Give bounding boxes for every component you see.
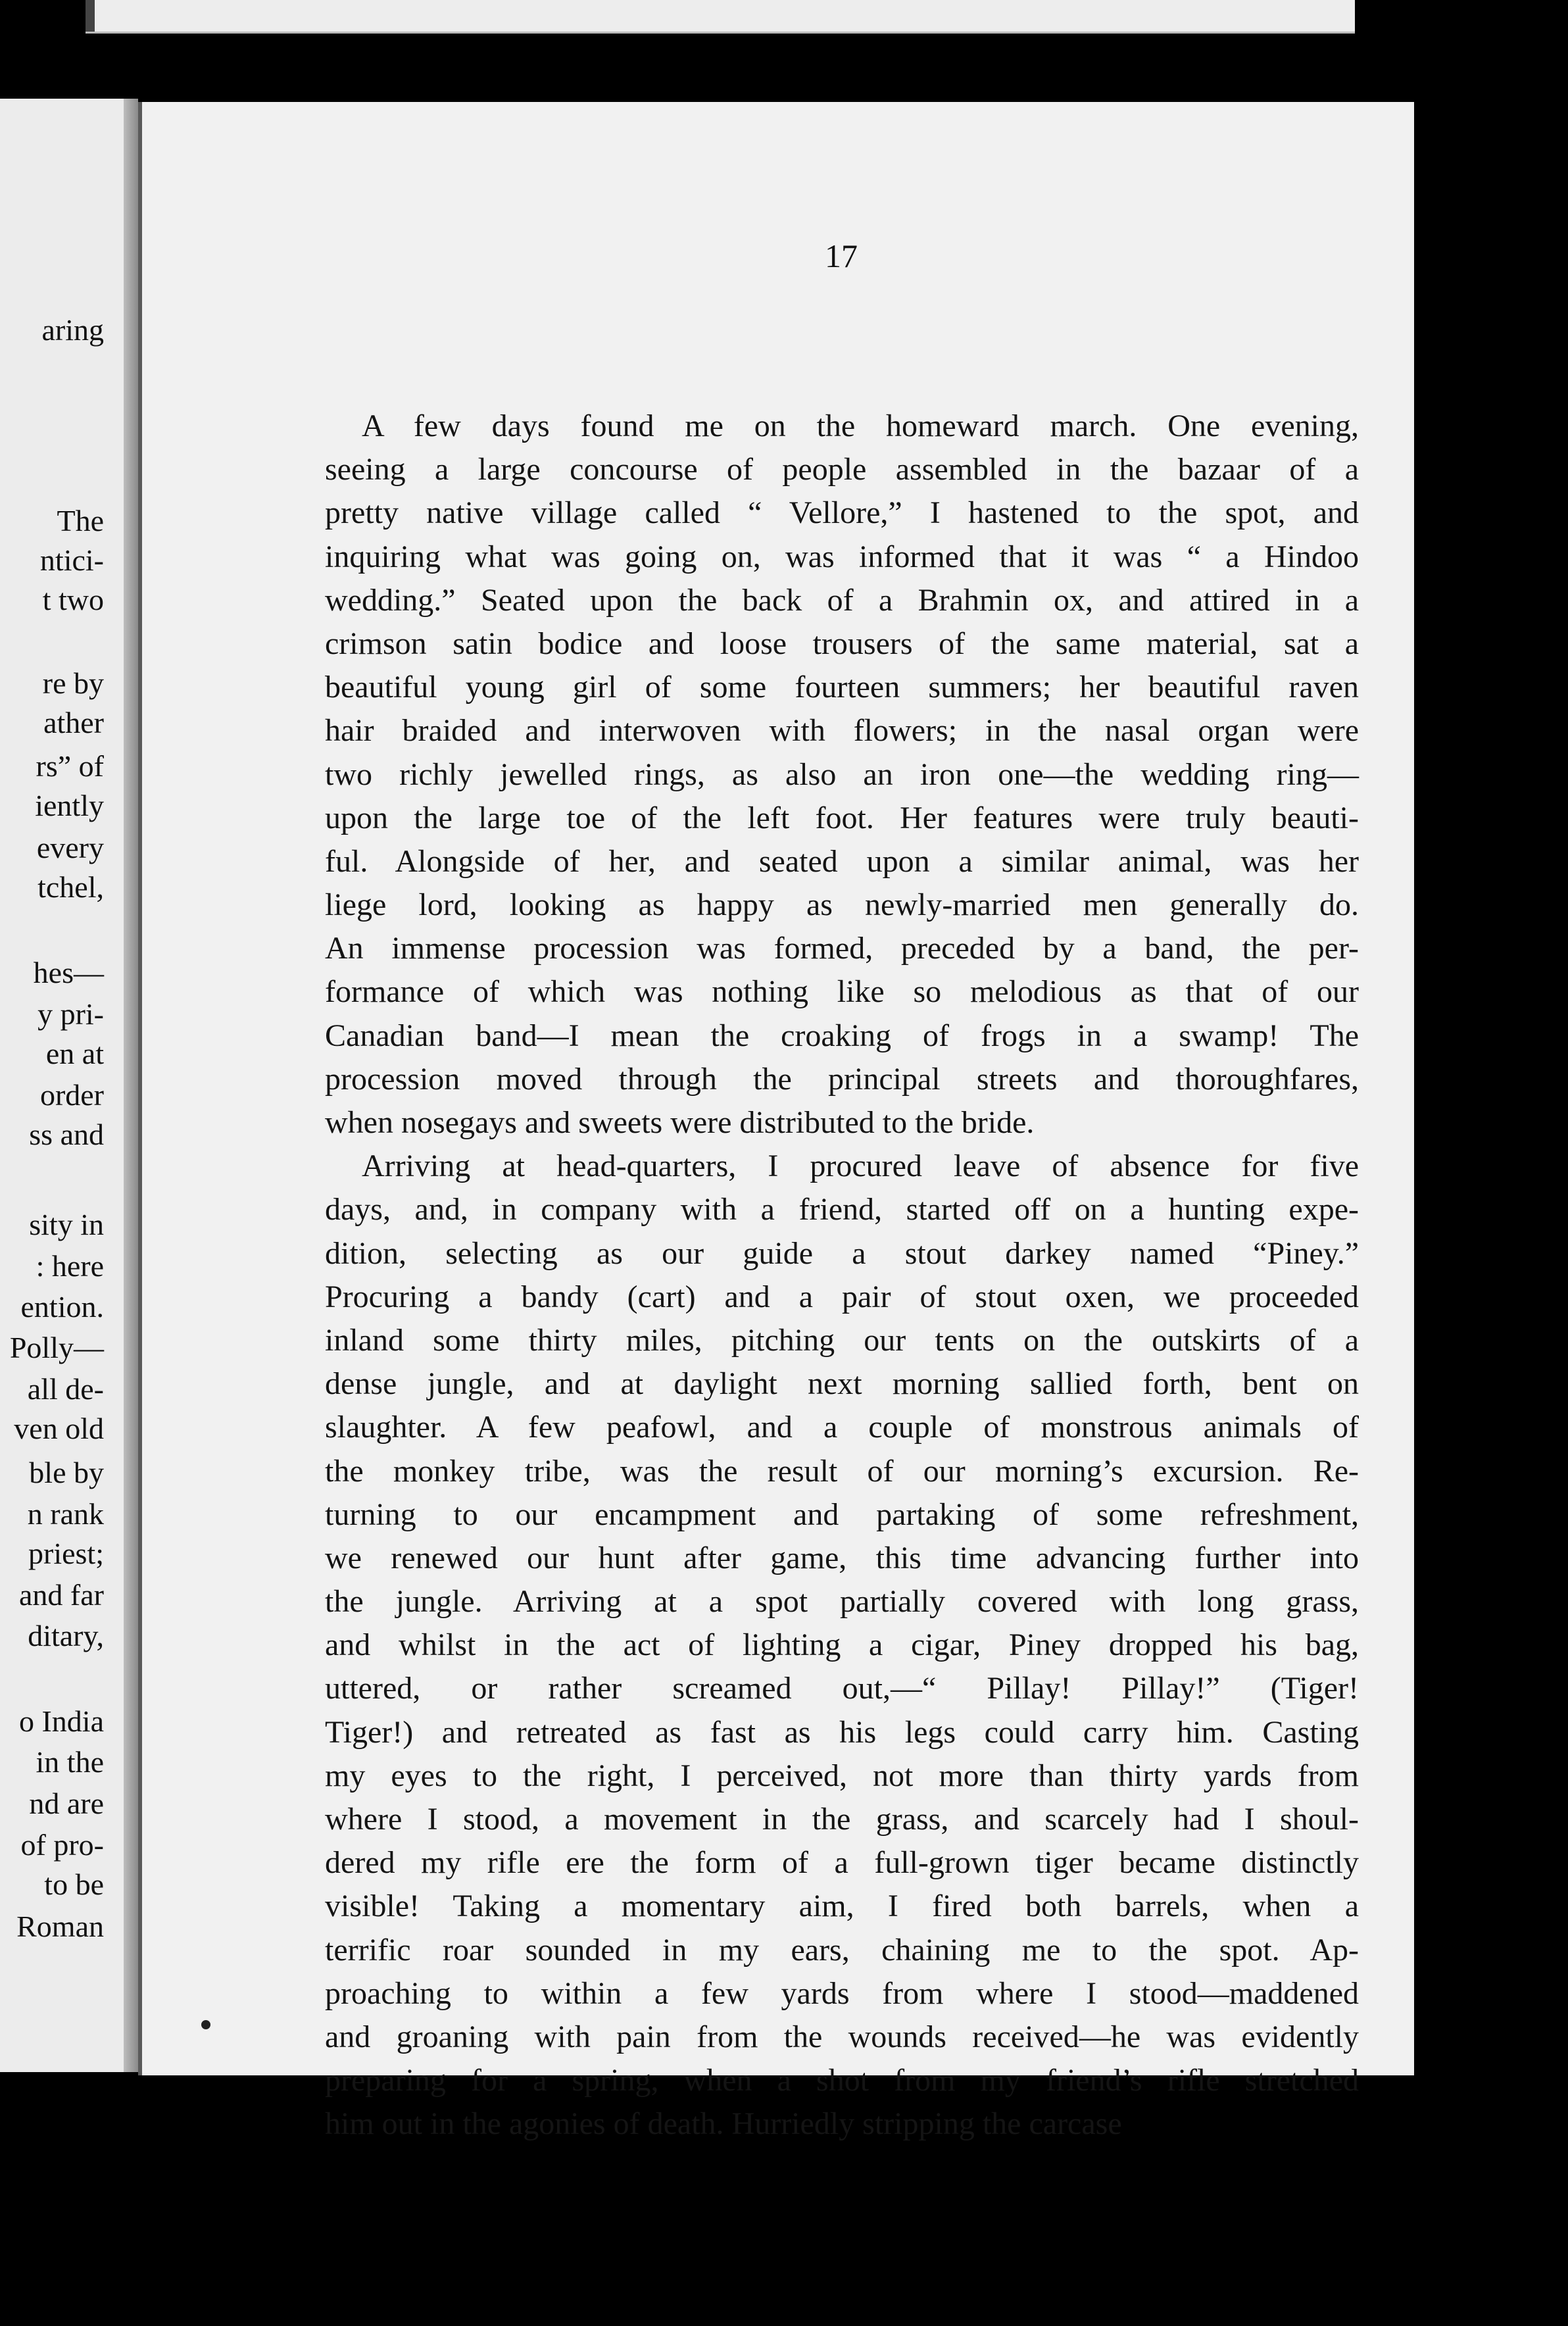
text-line: beautiful young girl of some fourteen summers; her beautiful raven [325,670,1359,705]
left-page-line: of pro- [20,1828,104,1862]
text-line: upon the large toe of the left foot. Her features were truly beauti- [325,800,1359,835]
text-line: preparing for a spring, when a shot from my friend’s rifle stretched [325,2063,1359,2098]
text-line: and whilst in the act of lighting a cigar, Piney dropped his bag, [325,1627,1359,1663]
left-page-line: tchel, [37,870,104,904]
text-line: wedding.” Seated upon the back of a Brahmin ox, and attired in a [325,582,1359,618]
left-page [0,99,138,2072]
text-line: Procuring a bandy (cart) and a pair of stout oxen, we proceeded [325,1279,1359,1314]
text-line: dered my rifle ere the form of a full-grown tiger became distinctly [325,1845,1359,1881]
left-page-line: hes— [33,956,104,989]
text-line: him out in the agonies of death. Hurriedly stripping the carcase [325,2106,1122,2142]
text-line: A few days found me on the homeward march. One evening, [362,408,1359,443]
text-line: ful. Alongside of her, and seated upon a similar animal, was her [325,843,1359,879]
text-line: days, and, in company with a friend, started off on a hunting expe- [325,1192,1359,1227]
left-page-line: order [39,1078,104,1112]
text-line: we renewed our hunt after game, this time advancing further into [325,1540,1359,1575]
upper-page-shadow [86,0,95,32]
text-line: dition, selecting as our guide a stout darkey named “Piney.” [325,1235,1359,1271]
text-line: liege lord, looking as happy as newly-married men generally do. [325,887,1359,923]
text-line: crimson satin bodice and loose trousers of the same material, sat a [325,626,1359,661]
text-line: formance of which was nothing like so melodious as that of our [325,974,1359,1010]
text-line: when nosegays and sweets were distributed to the bride. [325,1105,1035,1140]
left-page-line: Polly— [9,1331,104,1364]
left-page-line: en at [45,1037,104,1070]
left-page-line: Roman [16,1910,104,1943]
left-page-line: iently [35,789,104,822]
left-page-line: ditary, [28,1619,104,1652]
text-line: seeing a large concourse of people assembled in the bazaar of a [325,452,1359,487]
left-page-line: in the [36,1745,104,1779]
text-line: hair braided and interwoven with flowers; in the nasal organ were [325,713,1359,749]
text-line: inquiring what was going on, was informed that it was “ a Hindoo [325,539,1359,574]
text-line: inland some thirty miles, pitching our tents on the outskirts of a [325,1322,1359,1358]
text-line: turning to our encampment and partaking of some refreshment, [325,1497,1359,1532]
text-line: Canadian band—I mean the croaking of frogs in a swamp! The [325,1018,1359,1053]
main-page [138,102,1414,2142]
left-page-line: and far [19,1578,104,1612]
left-page-line: to be [44,1868,104,1901]
left-page-line: ble by [29,1456,104,1489]
left-page-line: The [57,504,104,537]
page-number: 17 [825,237,858,274]
left-page-line: o India [18,1704,104,1738]
left-page-line: ntici- [39,543,104,577]
left-page-line: ather [43,706,104,739]
book-spine [124,99,138,2072]
speck-mark [201,2020,210,2029]
left-page-line: ention. [20,1290,104,1324]
text-line: two richly jewelled rings, as also an iron one—the wedding ring— [325,756,1359,792]
left-page-line: aring [41,313,104,347]
left-page-line: t two [42,583,104,616]
left-page-line: all de- [27,1372,104,1406]
left-page-line: ven old [14,1412,104,1445]
left-page-line: sity in [29,1208,104,1241]
text-line: pretty native village called “ Vellore,” I hastened to the spot, and [325,495,1359,531]
text-line: terrific roar sounded in my ears, chaining me to the spot. Ap- [325,1932,1359,1967]
text-line: slaughter. A few peafowl, and a couple of monstrous animals of [325,1410,1359,1445]
left-page-line: priest; [28,1537,104,1570]
left-page-line: re by [42,666,104,700]
left-page-line: ss and [29,1118,104,1151]
body-text [325,405,1359,2146]
text-line: uttered, or rather screamed out,—“ Pillay! Pillay!” (Tiger! [325,1671,1359,1706]
text-line: where I stood, a movement in the grass, and scarcely had I shoul- [325,1802,1359,1837]
left-page-line: every [36,831,104,864]
text-line: procession moved through the principal streets and thoroughfares, [325,1061,1359,1097]
left-page-line: n rank [27,1497,104,1531]
text-line: proaching to within a few yards from where I stood—maddened [325,1975,1359,2011]
text-line: the jungle. Arriving at a spot partially covered with long grass, [325,1584,1359,1620]
text-line: and groaning with pain from the wounds received—he was evidently [325,2019,1359,2054]
left-page-line: nd are [29,1787,104,1820]
text-line: An immense procession was formed, preceded by a band, the per- [325,931,1359,966]
text-line: the monkey tribe, was the result of our morning’s excursion. Re- [325,1453,1359,1489]
left-page-line: rs” of [36,749,104,783]
text-line: visible! Taking a momentary aim, I fired both barrels, when a [325,1889,1359,1924]
text-line: my eyes to the right, I perceived, not more than thirty yards from [325,1758,1359,1793]
left-page-line: y pri- [37,997,104,1031]
text-line: dense jungle, and at daylight next morning sallied forth, bent on [325,1366,1359,1402]
left-page-line: : here [36,1249,104,1283]
text-line: Tiger!) and retreated as fast as his legs could carry him. Casting [325,1714,1359,1750]
text-line: Arriving at head-quarters, I procured leave of absence for five [362,1149,1359,1184]
upper-page-edge [86,0,1355,34]
